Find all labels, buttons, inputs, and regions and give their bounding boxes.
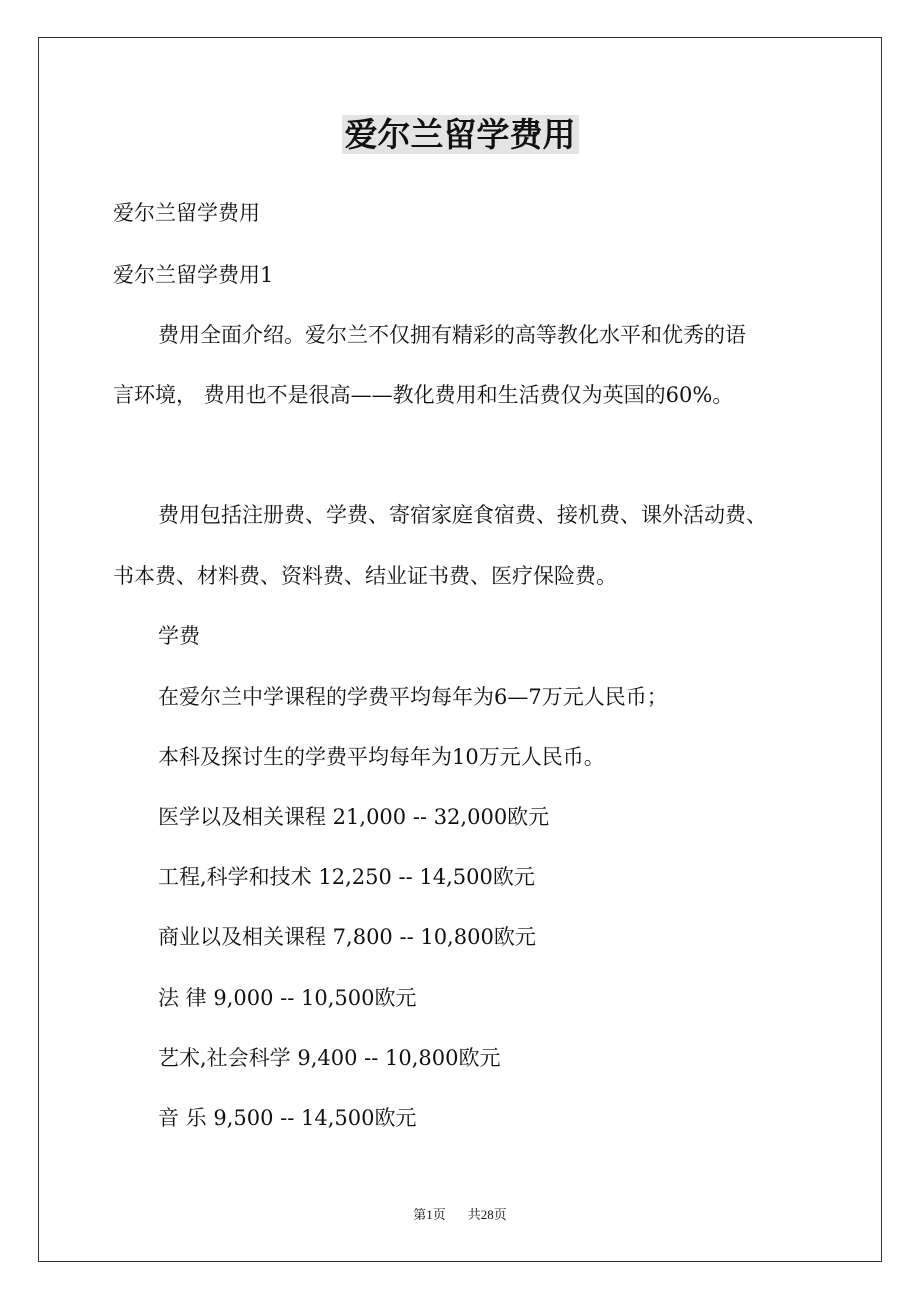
document-subtitle: 爱尔兰留学费用 [113, 201, 260, 225]
subheading-tuition: 学费 [158, 624, 200, 648]
page-number: 第1页 [413, 1207, 446, 1222]
document-title [0, 111, 920, 159]
section-heading: 爱尔兰留学费用1 [113, 263, 274, 287]
paragraph-line: 书本费、材料费、资料费、结业证书费、医疗保险费。 [113, 564, 617, 588]
document-title-text: 爱尔兰留学费用 [342, 115, 579, 154]
fee-item-arts: 艺术,社会科学 9,400 -- 10,800欧元 [158, 1046, 501, 1070]
fee-item-medicine: 医学以及相关课程 21,000 -- 32,000欧元 [158, 805, 550, 829]
paragraph-line: 言环境， 费用也不是很高——教化费用和生活费仅为英国的60%。 [113, 383, 734, 407]
fee-item-business: 商业以及相关课程 7,800 -- 10,800欧元 [158, 925, 536, 949]
fee-item-law: 法 律 9,000 -- 10,500欧元 [158, 986, 417, 1010]
fee-item-engineering: 工程,科学和技术 12,250 -- 14,500欧元 [158, 865, 535, 889]
paragraph-line: 在爱尔兰中学课程的学费平均每年为6—7万元人民币； [158, 685, 668, 709]
paragraph-line: 费用包括注册费、学费、寄宿家庭食宿费、接机费、课外活动费、 [158, 503, 767, 527]
page-total: 共28页 [467, 1207, 507, 1222]
paragraph-line: 费用全面介绍。爱尔兰不仅拥有精彩的高等教化水平和优秀的语 [158, 323, 746, 347]
paragraph-line: 本科及探讨生的学费平均每年为10万元人民币。 [158, 745, 605, 769]
page-footer [0, 1206, 920, 1224]
fee-item-music: 音 乐 9,500 -- 14,500欧元 [158, 1106, 417, 1130]
